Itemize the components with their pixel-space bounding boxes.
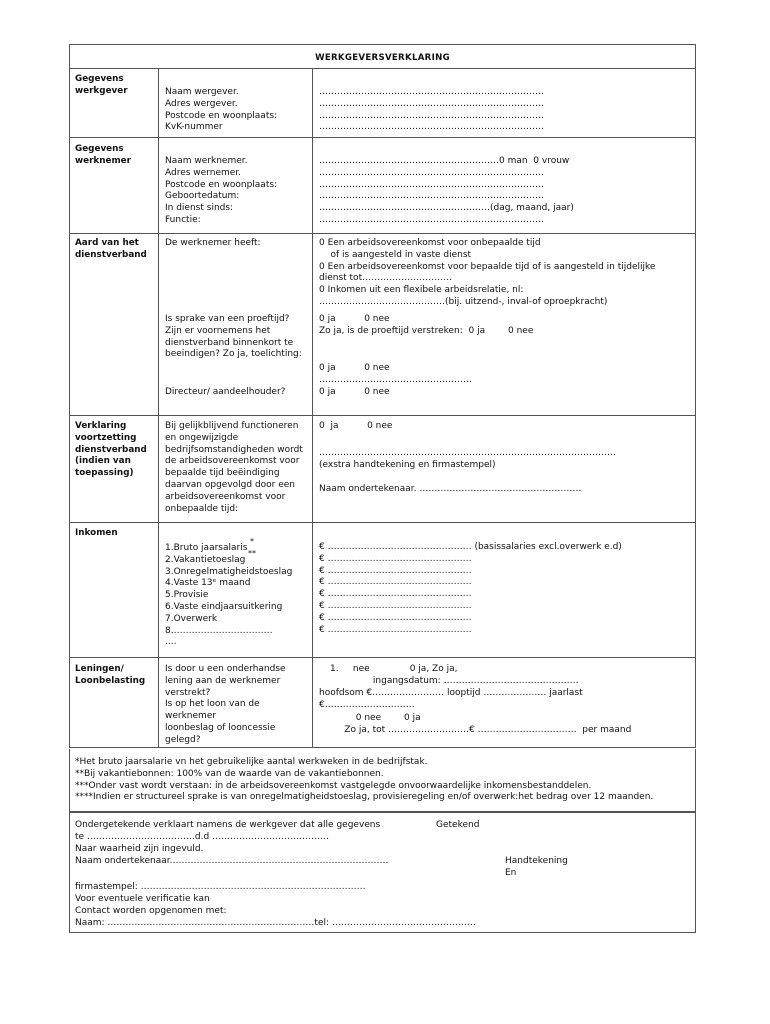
dienstverband-answer-1[interactable]: 0 Een arbeidsovereenkomst voor onbepaalde tijd of is aangesteld in vaste dienst 0 Een arbeidsovereenkomst voor bepaalde tijd of is aangesteld in tijdelijke dienst tot………………………… 0 Inkomen uit een flexibele arbeidsrelatie, nl: ……………………………………(bij. uitzend-, inval-of oproepkracht) [319, 238, 656, 307]
divider [70, 137, 695, 138]
directeur-answer[interactable]: 0 ja 0 nee [319, 387, 390, 397]
section-label-werkgever: Gegevens werkgever [75, 74, 128, 96]
contact-name-tel-field[interactable]: Naam: ……………………………………………………………tel: ………………………………………… [75, 918, 476, 928]
employer-declaration-form [69, 44, 696, 748]
voortzetting-signer-name[interactable]: Naam ondertekenaar. ……………………………………………… [319, 484, 582, 494]
werkgever-values[interactable]: ………………………………………………………………… ………………………………………………………………… ………………………………………………………………… ………………………………………………………………… [319, 87, 544, 133]
proeftijd-question: Is sprake van een proeftijd? Zijn er voornemens het dienstverband binnenkort te beeindigen? Zo ja, toelichting: [165, 314, 302, 360]
section-label-leningen: Leningen/ Loonbelasting [75, 664, 146, 686]
column-divider [312, 68, 313, 748]
divider [70, 68, 695, 69]
leningen-question: Is door u een onderhandse lening aan de werknemer verstrekt? Is op het loon van de werknemer loonbeslag of looncessie gelegd? [165, 664, 286, 745]
signature-line-1: Ondergetekende verklaart namens de werkgever dat alle gegevens [75, 820, 381, 830]
werknemer-values[interactable]: ……………………………………………………0 man 0 vrouw ………………………………………………………………… ………………………………………………………………… ………………………………………………………………… …………………………………………………(dag, maand, jaar) ………………………………………………………………… [319, 156, 574, 225]
leningen-answer-1[interactable]: 1. nee 0 ja, Zo ja, ingangsdatum: ……………………………………… [330, 664, 579, 686]
divider [70, 415, 695, 416]
firmastempel-field[interactable]: firmastempel: ………………………………………………………………… [75, 882, 366, 892]
inkomen-values[interactable]: € ………………………………………… (basissalaries excl.overwerk e.d) € ………………………………………… € ………………………………………… € ………………………………………… € ………………………………………… € ………………………………………… € ………………………………………… € ………………………………………… [319, 542, 622, 635]
form-title: WERKGEVERSVERKLARING [315, 53, 450, 63]
footnote-marker: ** [248, 549, 256, 558]
dienstverband-question-1: De werknemer heeft: [165, 238, 261, 248]
verification-line-2: Contact worden opgenomen met: [75, 906, 227, 916]
footnote-marker: * [250, 537, 254, 546]
section-label-inkomen: Inkomen [75, 528, 118, 538]
divider [70, 522, 695, 523]
divider [70, 657, 695, 658]
signature-block [69, 812, 696, 933]
inkomen-items: 1.Bruto jaarsalaris 2.Vakantietoeslag 3.Onregelmatigheidstoeslag 4.Vaste 13ᵉ maand 5.Provisie 6.Vaste eindjaarsuitkering 7.Overwerk 8.…………………………… .... [165, 543, 293, 648]
signer-name-field[interactable]: Naam ondertekenaar.……………………………………………………………… [75, 856, 389, 866]
verification-line-1: Voor eventuele verificatie kan [75, 894, 210, 904]
section-label-dienstverband: Aard van het dienstverband [75, 238, 147, 260]
leningen-answer-2[interactable]: hoofdsom €…………………… looptijd ………………… jaarlast €………………………… [319, 688, 583, 710]
signature-place-date[interactable]: te ………………………………d.d ………………………………… [75, 832, 330, 842]
section-label-voortzetting: Verklaring voortzetting dienstverband (indien van toepassing) [75, 421, 147, 479]
footnotes-text: *Het bruto jaarsalarie vn het gebruikelijke aantal werkweken in de bedrijfstak. **Bij vakantiebonnen: 100% van de waarde van de vakantiebonnen. ***Onder vast wordt verstaan: in de arbeidsovereenkomst vastgelegde onvoorwaardelijke inkomensbestanddelen. ****Indien er structureel sprake is van onregelmatigheidstoeslag, provisieregeling en/of overwerk:het bedrag over 12 maanden. [75, 757, 654, 803]
divider [70, 233, 695, 234]
voortzetting-signature-line[interactable]: ……………………………………………………………………………………… (exstra handtekening en firmastempel) [319, 448, 616, 470]
column-divider [158, 68, 159, 748]
voortzetting-answer[interactable]: 0 ja 0 nee [319, 421, 393, 431]
werkgever-fields: Naam wergever. Adres wergever. Postcode en woonplaats: KvK-nummer [165, 87, 278, 133]
directeur-question: Directeur/ aandeelhouder? [165, 387, 286, 397]
leningen-answer-3[interactable]: 0 nee 0 ja Zo ja, tot ………………………€ …………………………… per maand [344, 713, 632, 735]
section-label-werknemer: Gegevens werknemer [75, 144, 131, 166]
werknemer-fields: Naam werknemer. Adres wernemer. Postcode en woonplaats: Geboortedatum: In dienst sinds: Functie: [165, 156, 278, 225]
footnotes [69, 749, 696, 812]
signature-line-3: Naar waarheid zijn ingevuld. [75, 844, 204, 854]
getekend-label: Getekend [436, 820, 480, 830]
beeindigen-answer[interactable]: 0 ja 0 nee …………………………………………… [319, 363, 472, 385]
handtekening-label: Handtekening En [505, 856, 568, 878]
proeftijd-answer[interactable]: 0 ja 0 nee Zo ja, is de proeftijd verstreken: 0 ja 0 nee [319, 314, 534, 336]
voortzetting-question: Bij gelijkblijvend functioneren en ongewijzigde bedrijfsomstandigheden wordt de arbeidsovereenkomst voor bepaalde tijd beëindiging daarvan opgevolgd door een arbeidsovereenkomst voor onbepaalde tijd: [165, 421, 303, 514]
